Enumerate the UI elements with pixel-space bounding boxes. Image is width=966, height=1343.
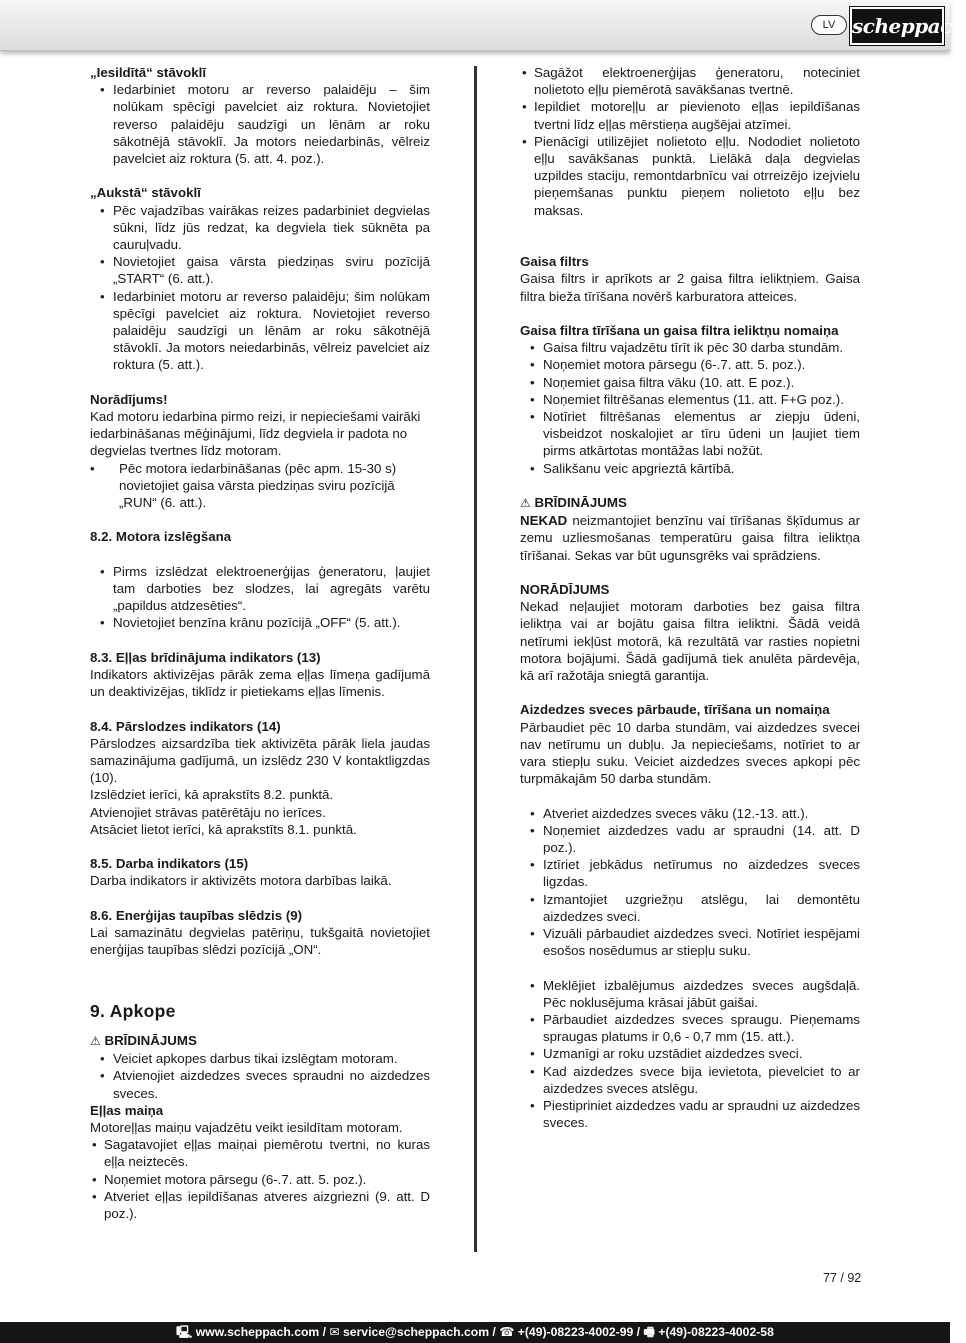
list-item: • Novietojiet benzīna krānu pozīcijā „OFF“ (5. att.). bbox=[90, 614, 430, 631]
heading-overload-indicator: 8.4. Pārslodzes indikators (14) bbox=[90, 718, 281, 734]
list-item: • Salikšanu veic apgrieztā kārtībā. bbox=[520, 460, 860, 477]
list-item: • Atveriet eļļas iepildīšanas atveres aizgriezni (9. att. D poz.). bbox=[90, 1188, 430, 1222]
oil-change-list bbox=[90, 1136, 430, 1222]
warning-icon: ⚠ bbox=[90, 1034, 101, 1049]
warning-icon: ⚠ bbox=[520, 496, 531, 511]
oil-change-list-continued bbox=[520, 64, 860, 219]
warning-heading bbox=[520, 494, 860, 512]
list-item: • Kad aizdedzes svece bija ievietota, pievelciet to ar aizdedzes sveces atslēgu. bbox=[520, 1063, 860, 1097]
warning-label: BRĪDINĀJUMS bbox=[104, 1033, 197, 1049]
language-badge: LV bbox=[811, 15, 847, 35]
list-item: • Vizuāli pārbaudiet aizdedzes sveci. Notīriet iespējami esošos nosēdumus ar stiepļu suku. bbox=[520, 925, 860, 959]
list-item: • Iepildiet motoreļļu ar pievienoto eļļas iepildīšanas tvertni līdz eļļas mērstieņa augšējai atzīmei. bbox=[520, 98, 860, 132]
heading-cold-state: „Aukstā“ stāvoklī bbox=[90, 185, 201, 201]
heading-spark-plug: Aizdedzes sveces pārbaude, tīrīšana un nomaiņa bbox=[520, 702, 830, 718]
heading-eco-switch: 8.6. Enerģijas taupības slēdzis (9) bbox=[90, 907, 303, 923]
overload-line: Atsāciet lietot ierīci, kā aprakstīts 8.1. punktā. bbox=[90, 821, 357, 837]
list-item: • Sagāžot elektroenerģijas ģeneratoru, noteciniet nolietoto eļļu piemērotā savākšanas tvertnē. bbox=[520, 64, 860, 98]
list-item: • Pienācīgi utilizējiet nolietoto eļļu. Nododiet nolietoto eļļu savākšanas punktā. Lielākā daļa degvielas uzpildes staciju, remontdarbnīcu vai otrreizējo izejvielu pieņemšanas punktu pieņem nolietoto eļļu bez maksas. bbox=[520, 133, 860, 219]
heading-work-indicator: 8.5. Darba indikators (15) bbox=[90, 856, 249, 872]
heading-notice: NORĀDĪJUMS bbox=[520, 582, 610, 598]
page-header bbox=[0, 0, 966, 51]
list-item: • Iedarbiniet motoru ar reverso palaidēju; šim nolūkam spēcīgi pavelciet aiz roktura. Novietojiet reverso palaidēju saudzīgi un lēnām ar roku sākotnējā stāvoklī. Ja motors neiedarbinās, vēlreiz pavelciet aiz roktura (5. att.). bbox=[90, 288, 430, 374]
list-item: • Meklējiet izbalējumus aizdedzes sveces augšdaļā. Pēc noklusējuma krāsai jābūt gaišai. bbox=[520, 977, 860, 1011]
heading-air-filter-cleaning: Gaisa filtra tīrīšana un gaisa filtra ieliktņu nomaiņa bbox=[520, 323, 839, 339]
overload-line: Izslēdziet ierīci, kā aprakstīts 8.2. punktā. bbox=[90, 787, 334, 803]
left-column bbox=[90, 64, 430, 1222]
heading-air-filter: Gaisa filtrs bbox=[520, 254, 589, 270]
air-filter-text: Gaisa filtrs ir aprīkots ar 2 gaisa filtra ieliktņiem. Gaisa filtra bieža tīrīšana novērš karburatora atteices. bbox=[520, 271, 860, 304]
list-item: • Izmantojiet uzgriežņu atslēgu, lai demontētu aizdedzes sveci. bbox=[520, 891, 860, 925]
right-column bbox=[520, 64, 860, 1131]
list-item: • Noņemiet filtrēšanas elementus (11. att. F+G poz.). bbox=[520, 391, 860, 408]
page-number: 77 / 92 bbox=[823, 1271, 862, 1285]
column-divider bbox=[474, 66, 477, 1252]
heading-engine-shutdown: 8.2. Motora izslēgšana bbox=[90, 529, 232, 545]
list-item: • Uzmanīgi ar roku uzstādiet aizdedzes sveci. bbox=[520, 1045, 860, 1062]
heading-warm-state: „Iesildītā“ stāvoklī bbox=[90, 65, 207, 80]
cold-state-list bbox=[90, 202, 430, 374]
oil-indicator-text: Indikators aktivizējas pārāk zema eļļas līmeņa gadījumā un deaktivizējas, tiklīdz ir pietiekams eļļas līmenis. bbox=[90, 667, 430, 700]
spark-plug-list-1 bbox=[520, 805, 860, 960]
shutdown-list bbox=[90, 563, 430, 632]
list-item: • Noņemiet gaisa filtra vāku (10. att. E poz.). bbox=[520, 374, 860, 391]
list-item: • Piestipriniet aizdedzes vadu ar spraudni uz aizdedzes sveces. bbox=[520, 1097, 860, 1131]
contact-footer: 🖳 www.scheppach.com / ✉ service@scheppach.com / ☎ +(49)-08223-4002-99 / 🖷 +(49)-08223-4002-58 bbox=[0, 1322, 950, 1343]
section-title-maintenance: 9. Apkope bbox=[90, 1000, 176, 1021]
list-item: • Noņemiet motora pārsegu (6-.7. att. 5. poz.). bbox=[90, 1171, 430, 1188]
notice-text: Nekad neļaujiet motoram darboties bez gaisa filtra ieliktņa vai ar bojātu gaisa filtra ieliktni. Šādā veidā netīrumi iekļūst motorā, kā rezultātā var rasties nopietni motora bojājumi. Šādā gadījumā tiek anulēta pārdevēja, kā arī ražotāja sniegtā garantija. bbox=[520, 599, 860, 684]
list-item: • Novietojiet gaisa vārsta piedziņas sviru pozīcijā „START“ (6. att.). bbox=[90, 253, 430, 287]
overload-text: Pārslodzes aizsardzība tiek aktivizēta pārāk liela jaudas samazinājuma gadījumā, un izslēdz 230 V kontaktligzdas (10). bbox=[90, 735, 430, 786]
list-item: • Iedarbiniet motoru ar reverso palaidēju – šim nolūkam spēcīgi pavelciet aiz roktura. Novietojiet reverso palaidēju saudzīgi un lēnām ar roku sākotnējā stāvoklī. Ja motors neiedarbinās, vēlreiz pavelciet aiz roktura (5. att. 4. poz.). bbox=[90, 81, 430, 167]
list-item: • Pēc motora iedarbināšanas (pēc apm. 15-30 s) novietojiet gaisa vārsta piedziņas sviru pozīcijā „RUN“ (6. att.). bbox=[90, 460, 430, 512]
oil-change-text: Motoreļļas maiņu vajadzētu veikt iesildītam motoram. bbox=[90, 1120, 403, 1136]
warm-state-list bbox=[90, 81, 430, 167]
spark-plug-list-2 bbox=[520, 977, 860, 1132]
list-item: • Noņemiet motora pārsegu (6-.7. att. 5. poz.). bbox=[520, 356, 860, 373]
overload-line: Atvienojiet strāvas patērētāju no ierīces. bbox=[90, 804, 326, 820]
spark-plug-text: Pārbaudiet pēc 10 darba stundām, vai aizdedzes svecei nav netīrumu un dubļu. Ja nepieciešams, notīriet to ar vara stiepļu suku. Veiciet aizdedzes sveces apkopi pēc turpmākajām 50 darba stundām. bbox=[520, 719, 860, 787]
list-item: • Atveriet aizdedzes sveces vāku (12.-13. att.). bbox=[520, 805, 860, 822]
heading-note: Norādījums! bbox=[90, 391, 168, 407]
maintenance-warning-list bbox=[90, 1050, 430, 1102]
list-item: • Pirms izslēdzat elektroenerģijas ģeneratoru, ļaujiet tam darboties bez slodzes, lai agregāts varētu „papildus atdzesēties“. bbox=[90, 563, 430, 615]
work-indicator-text: Darba indikators ir aktivizēts motora darbības laikā. bbox=[90, 873, 392, 889]
list-item: • Gaisa filtru vajadzētu tīrīt ik pēc 30 darba stundām. bbox=[520, 339, 860, 356]
list-item: • Pārbaudiet aizdedzes sveces spraugu. Pieņemams spraugas platums ir 0,6 - 0,7 mm (15. att.). bbox=[520, 1011, 860, 1045]
list-item: • Notīriet filtrēšanas elementus ar ziepju ūdeni, visbeidzot noskalojiet ar tīru ūdeni un ļaujiet tiem pirms atkārtotas montāžas labi nožūt. bbox=[520, 408, 860, 460]
heading-oil-indicator: 8.3. Eļļas brīdinājuma indikators (13) bbox=[90, 649, 321, 665]
list-item: • Iztīriet jebkādus netīrumus no aizdedzes sveces ligzdas. bbox=[520, 856, 860, 890]
warning-heading bbox=[90, 1032, 430, 1050]
warning-label: BRĪDINĀJUMS bbox=[534, 495, 627, 511]
list-item: • Sagatavojiet eļļas maiņai piemērotu tvertni, no kuras eļļa neiztecēs. bbox=[90, 1136, 430, 1170]
warning-body: neizmantojiet benzīnu vai tīrīšanas šķīdumus ar zemu uzliesmošanas temperatūru gaisa filtra ieliktņa tīrīšanai. Sekas var būt ugunsgrēks vai sprādziens. bbox=[520, 513, 860, 563]
list-item: • Pēc vajadzības vairākas reizes padarbiniet degvielas sūkni, līdz jūs redzat, ka degviela tiek sūknēta pa cauruļvadu. bbox=[90, 202, 430, 254]
warning-text bbox=[520, 512, 860, 564]
list-item: • Veiciet apkopes darbus tikai izslēgtam motoram. bbox=[90, 1050, 430, 1067]
note-text: Kad motoru iedarbina pirmo reizi, ir nepieciešami vairāki iedarbināšanas mēģinājumi, līdz degviela ir padota no degvielas tvertnes līdz motoram. bbox=[90, 409, 421, 459]
note-list bbox=[90, 460, 430, 512]
list-item: • Noņemiet aizdedzes vadu ar spraudni (14. att. D poz.). bbox=[520, 822, 860, 856]
heading-oil-change: Eļļas maiņa bbox=[90, 1102, 164, 1118]
warning-never: NEKAD bbox=[520, 513, 568, 529]
brand-logo: scheppach bbox=[850, 7, 944, 45]
list-item: • Atvienojiet aizdedzes sveces spraudni no aizdedzes sveces. bbox=[90, 1067, 430, 1101]
eco-switch-text: Lai samazinātu degvielas patēriņu, tukšgaitā novietojiet enerģijas taupības slēdzi pozīcijā „ON“. bbox=[90, 925, 430, 958]
air-filter-list bbox=[520, 339, 860, 477]
